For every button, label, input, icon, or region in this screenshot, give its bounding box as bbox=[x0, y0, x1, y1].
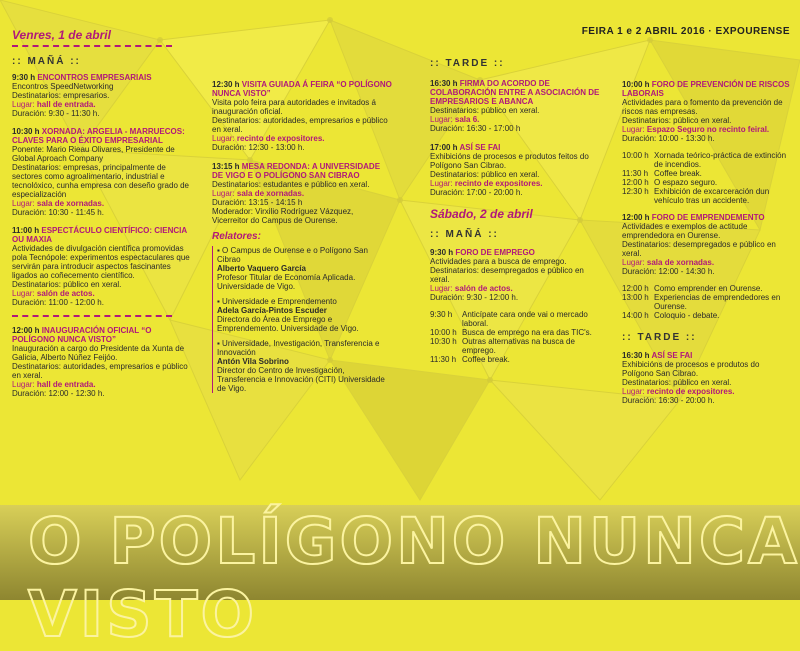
location-value: sala de xornadas. bbox=[36, 199, 105, 208]
location-value: hall de entrada. bbox=[36, 380, 96, 389]
event-line: Destinatarios: empresarios. bbox=[12, 91, 110, 100]
event-line: Moderador: Virxilio Rodríguez Vázquez, bbox=[212, 207, 354, 216]
location-label: Lugar: bbox=[430, 115, 455, 124]
schedule-time: 14:00 h bbox=[622, 311, 649, 320]
schedule-row bbox=[622, 293, 792, 311]
schedule-row bbox=[430, 355, 605, 364]
event bbox=[430, 248, 605, 302]
event-location bbox=[430, 179, 605, 188]
event-line: Ponente: Mario Rieau Olivares, Presidente de Global Aproach Company bbox=[12, 145, 175, 163]
schedule-row bbox=[622, 178, 792, 187]
speaker bbox=[217, 297, 392, 333]
event-heading bbox=[622, 351, 792, 360]
relatores-list bbox=[212, 246, 392, 393]
schedule-time: 12:00 h bbox=[622, 178, 649, 187]
location-value: recinto de expositores. bbox=[236, 134, 325, 143]
event-location bbox=[212, 134, 392, 143]
event bbox=[212, 162, 392, 225]
fair-title: FEIRA 1 e 2 ABRIL 2016 · EXPOURENSE bbox=[581, 26, 790, 37]
schedule-text: Outras alternativas na busca de emprego. bbox=[462, 337, 575, 355]
section-heading: :: TARDE :: bbox=[430, 58, 505, 69]
event bbox=[622, 213, 792, 276]
event-time: 13:15 h bbox=[212, 162, 242, 171]
event-title: ENCONTROS EMPRESARIAIS bbox=[37, 73, 152, 82]
event-title: ASÍ SE FAI bbox=[459, 143, 501, 152]
event-list bbox=[212, 80, 392, 225]
day-heading: Sábado, 2 de abril bbox=[430, 207, 533, 221]
location-label: Lugar: bbox=[12, 100, 37, 109]
schedule-time: 11:30 h bbox=[622, 169, 649, 178]
schedule-row bbox=[622, 311, 792, 320]
event-heading bbox=[212, 80, 392, 98]
column-3 bbox=[430, 0, 605, 364]
schedule-time: 13:00 h bbox=[622, 293, 649, 302]
schedule-time: 10:30 h bbox=[430, 337, 457, 346]
location-label: Lugar: bbox=[12, 380, 37, 389]
speaker bbox=[217, 246, 392, 291]
location-label: Lugar: bbox=[430, 284, 455, 293]
event-line: Destinatarios: estudantes e público en xeral. bbox=[212, 180, 370, 189]
location-label: Lugar: bbox=[12, 199, 37, 208]
day-heading: Venres, 1 de abril bbox=[12, 28, 111, 42]
event-time: 12:30 h bbox=[212, 80, 242, 89]
schedule-time: 12:30 h bbox=[622, 187, 649, 196]
event-heading bbox=[12, 326, 190, 344]
event-list bbox=[622, 213, 792, 276]
event-duration: Duración: 10:00 - 13:30 h. bbox=[622, 134, 715, 143]
event-duration: Duración: 12:30 - 13:00 h. bbox=[212, 143, 305, 152]
event-line: Destinatarios: desempregados e público en xeral. bbox=[622, 240, 776, 258]
location-label: Lugar: bbox=[12, 289, 37, 298]
schedule-time: 11:30 h bbox=[430, 355, 457, 364]
speaker-role: Director do Centro de Investigación, Transferencia e Innovación (CITI) Universidade de Vigo. bbox=[217, 366, 385, 393]
speaker-topic: ▪ Universidade e Emprendemento bbox=[217, 297, 337, 306]
event-heading bbox=[430, 143, 605, 152]
event-time: 16:30 h bbox=[430, 79, 460, 88]
event-line: Actividades e exemplos de actitude emprendedora en Ourense. bbox=[622, 222, 748, 240]
event-list bbox=[622, 80, 792, 143]
event-line: Encontros SpeedNetworking bbox=[12, 82, 114, 91]
event bbox=[12, 226, 190, 307]
event-heading bbox=[622, 213, 792, 222]
schedule-time: 10:00 h bbox=[622, 151, 649, 160]
location-value: recinto de expositores. bbox=[646, 387, 735, 396]
event-list bbox=[430, 79, 605, 197]
event-line: Destinatarios: desempregados e público en xeral. bbox=[430, 266, 584, 284]
speaker-topic: ▪ O Campus de Ourense e o Polígono San Cibrao bbox=[217, 246, 368, 264]
column-4 bbox=[622, 0, 792, 405]
relatores-label: Relatores: bbox=[212, 231, 261, 242]
speaker-role: Directora do Área de Emprego e Emprendemento. Universidade de Vigo. bbox=[217, 315, 359, 333]
event-location bbox=[622, 258, 792, 267]
speaker-topic: ▪ Universidade, Investigación, Transferencia e Innovación bbox=[217, 339, 380, 357]
schedule-time: 12:00 h bbox=[622, 284, 649, 293]
schedule-list bbox=[622, 284, 792, 320]
location-label: Lugar: bbox=[622, 258, 647, 267]
event-line: Destinatarios: público en xeral. bbox=[12, 280, 122, 289]
schedule-row bbox=[430, 337, 605, 355]
speaker bbox=[217, 339, 392, 393]
event-time: 10:00 h bbox=[622, 80, 652, 89]
location-value: salón de actos. bbox=[36, 289, 95, 298]
column-2 bbox=[212, 0, 392, 399]
event-location bbox=[12, 199, 190, 208]
event-heading bbox=[12, 127, 190, 145]
schedule-text: Coloquio - debate. bbox=[654, 311, 720, 320]
event-title: INAUGURACIÓN OFICIAL “O POLÍGONO NUNCA VISTO” bbox=[12, 326, 152, 344]
event-title: ESPECTÁCULO CIENTÍFICO: CIENCIA OU MAXIA bbox=[12, 226, 187, 244]
event-location bbox=[12, 380, 190, 389]
event-location bbox=[430, 284, 605, 293]
divider bbox=[12, 315, 172, 317]
location-label: Lugar: bbox=[622, 387, 647, 396]
schedule-text: Xornada teórico-práctica de extinción de incendios. bbox=[654, 151, 787, 169]
location-value: Espazo Seguro no recinto feiral. bbox=[646, 125, 770, 134]
location-label: Lugar: bbox=[430, 179, 455, 188]
event-heading bbox=[430, 248, 605, 257]
section-heading: :: TARDE :: bbox=[622, 332, 697, 343]
event bbox=[12, 127, 190, 217]
event-line: Destinatarios: público en xeral. bbox=[622, 116, 732, 125]
event-line: Exhibicións de procesos e produtos do Polígono San Cibrao. bbox=[622, 360, 760, 378]
schedule-row bbox=[622, 169, 792, 178]
schedule-row bbox=[622, 151, 792, 169]
event bbox=[12, 326, 190, 398]
location-value: salón de actos. bbox=[454, 284, 513, 293]
column-1 bbox=[12, 0, 190, 398]
event-location bbox=[430, 115, 605, 124]
event-duration: Duración: 11:00 - 12:00 h. bbox=[12, 298, 104, 307]
schedule-row bbox=[430, 328, 605, 337]
location-value: sala 6. bbox=[454, 115, 480, 124]
event-heading bbox=[622, 80, 792, 98]
schedule-row bbox=[622, 284, 792, 293]
event-line: Exhibicións de procesos e produtos feitos do Polígono San Cibrao. bbox=[430, 152, 589, 170]
event-duration: Duración: 12:00 - 14:30 h. bbox=[622, 267, 715, 276]
schedule-time: 9:30 h bbox=[430, 310, 453, 319]
event-location bbox=[622, 125, 792, 134]
event-line: Destinatarios: público en xeral. bbox=[622, 378, 732, 387]
event-list bbox=[430, 248, 605, 302]
speaker-name: Antón Vila Sobrino bbox=[217, 357, 289, 366]
event-location bbox=[12, 100, 190, 109]
event-line: Actividades de divulgación científica promovidas pola Tecnópole: experimentos espectaculares que servirán para introducir aspectos fascinantes ligados ao coñecemento científico. bbox=[12, 244, 190, 280]
event-time: 12:00 h bbox=[12, 326, 42, 335]
event-duration: Duración: 16:30 - 20:00 h. bbox=[622, 396, 715, 405]
schedule-text: O espazo seguro. bbox=[654, 178, 718, 187]
location-label: Lugar: bbox=[212, 134, 237, 143]
event-title: ASÍ SE FAI bbox=[651, 351, 693, 360]
event-title: FORO DE EMPRENDEMENTO bbox=[651, 213, 765, 222]
event-line: Visita polo feira para autoridades e invitados á inauguración oficial. bbox=[212, 98, 376, 116]
divider bbox=[12, 45, 172, 47]
event-time: 9:30 h bbox=[12, 73, 38, 82]
banner-title: O POLÍGONO NUNCA VISTO bbox=[28, 505, 800, 651]
event-title: VISITA GUIADA Á FEIRA “O POLÍGONO NUNCA VISTO” bbox=[212, 80, 392, 98]
event-time: 16:30 h bbox=[622, 351, 652, 360]
event-heading bbox=[430, 79, 605, 106]
event bbox=[12, 73, 190, 118]
event-duration: Duración: 9:30 - 12:00 h. bbox=[430, 293, 519, 302]
section-heading: :: MAÑÁ :: bbox=[430, 229, 499, 240]
schedule-list bbox=[622, 151, 792, 205]
speaker-name: Alberto Vaquero García bbox=[217, 264, 306, 273]
event bbox=[622, 351, 792, 405]
event-heading bbox=[212, 162, 392, 180]
event bbox=[430, 143, 605, 197]
event-line: Actividades para o fomento da prevención de riscos nas empresas. bbox=[622, 98, 783, 116]
section-heading: :: MAÑÁ :: bbox=[12, 56, 81, 67]
event-title: XORNADA: ARGELIA - MARRUECOS: CLAVES PARA O ÉXITO EMPRESARIAL bbox=[12, 127, 185, 145]
event-location bbox=[622, 387, 792, 396]
event-line: Destinatarios: empresas, principalmente de sectores como agroalimentario, industrial e tecnolóxico, cunha empresa con deseño grado de especialización bbox=[12, 163, 190, 199]
event-duration: Duración: 12:00 - 12:30 h. bbox=[12, 389, 105, 398]
event-duration: Duración: 10:30 - 11:45 h. bbox=[12, 208, 104, 217]
event-line: Actividades para a busca de emprego. bbox=[430, 257, 567, 266]
schedule-time: 10:00 h bbox=[430, 328, 457, 337]
event-location bbox=[12, 289, 190, 298]
schedule-list bbox=[430, 310, 605, 364]
event-line: Inauguración a cargo do Presidente da Xunta de Galicia, Alberto Núñez Feijóo. bbox=[12, 344, 185, 362]
schedule-text: Exhibición de excarceración dun vehículo tras un accidente. bbox=[654, 187, 770, 205]
location-label: Lugar: bbox=[212, 189, 237, 198]
event-time: 12:00 h bbox=[622, 213, 652, 222]
event-line: Vicerreitor do Campus de Ourense. bbox=[212, 216, 338, 225]
schedule-text: Coffee break. bbox=[462, 355, 510, 364]
event-time: 17:00 h bbox=[430, 143, 460, 152]
event bbox=[622, 80, 792, 143]
schedule-row bbox=[430, 310, 605, 328]
event-title: FORO DE EMPREGO bbox=[455, 248, 535, 257]
speaker-role: Profesor Titular de Economía Aplicada. Universidade de Vigo. bbox=[217, 273, 356, 291]
event-heading bbox=[12, 226, 190, 244]
event-time: 11:00 h bbox=[12, 226, 42, 235]
event-time: 9:30 h bbox=[430, 248, 456, 257]
event-list bbox=[622, 351, 792, 405]
schedule-text: Coffee break. bbox=[654, 169, 702, 178]
event-duration: Duración: 16:30 - 17:00 h bbox=[430, 124, 521, 133]
event-duration: Duración: 17:00 - 20:00 h. bbox=[430, 188, 523, 197]
location-value: hall de entrada. bbox=[36, 100, 96, 109]
event-heading bbox=[12, 73, 190, 82]
location-value: recinto de expositores. bbox=[454, 179, 543, 188]
event-title: FIRMA DO ACORDO DE COLABORACIÓN ENTRE A ASOCIACIÓN DE EMPRESARIOS E ABANCA bbox=[430, 79, 600, 106]
event-location bbox=[212, 189, 392, 198]
event-title: MESA REDONDA: A UNIVERSIDADE DE VIGO E O POLÍGONO SAN CIBRAO bbox=[212, 162, 381, 180]
event-duration: Duración: 9:30 - 11:30 h. bbox=[12, 109, 100, 118]
event-list bbox=[12, 73, 190, 398]
location-label: Lugar: bbox=[622, 125, 647, 134]
location-value: sala de xornadas. bbox=[646, 258, 715, 267]
event-time: 10:30 h bbox=[12, 127, 42, 136]
event-line: Destinatarios: público en xeral. bbox=[430, 170, 540, 179]
event-duration: Duración: 13:15 - 14:15 h bbox=[212, 198, 303, 207]
event-line: Destinatarios: público en xeral. bbox=[430, 106, 540, 115]
event bbox=[430, 79, 605, 133]
schedule-text: Como emprender en Ourense. bbox=[654, 284, 763, 293]
event bbox=[212, 80, 392, 152]
event-title: FORO DE PREVENCIÓN DE RISCOS LABORAIS bbox=[622, 80, 790, 98]
location-value: sala de xornadas. bbox=[236, 189, 305, 198]
speaker-name: Adela García-Pintos Escuder bbox=[217, 306, 327, 315]
event-line: Destinatarios: autoridades, empresarios e público en xeral. bbox=[212, 116, 388, 134]
schedule-text: Busca de emprego na era das TIC's. bbox=[462, 328, 592, 337]
event-line: Destinatarios: autoridades, empresarios e público en xeral. bbox=[12, 362, 188, 380]
schedule-text: Anticípate cara onde vai o mercado laboral. bbox=[462, 310, 588, 328]
schedule-row bbox=[622, 187, 792, 205]
schedule-text: Experiencias de emprendedores en Ourense. bbox=[654, 293, 781, 311]
